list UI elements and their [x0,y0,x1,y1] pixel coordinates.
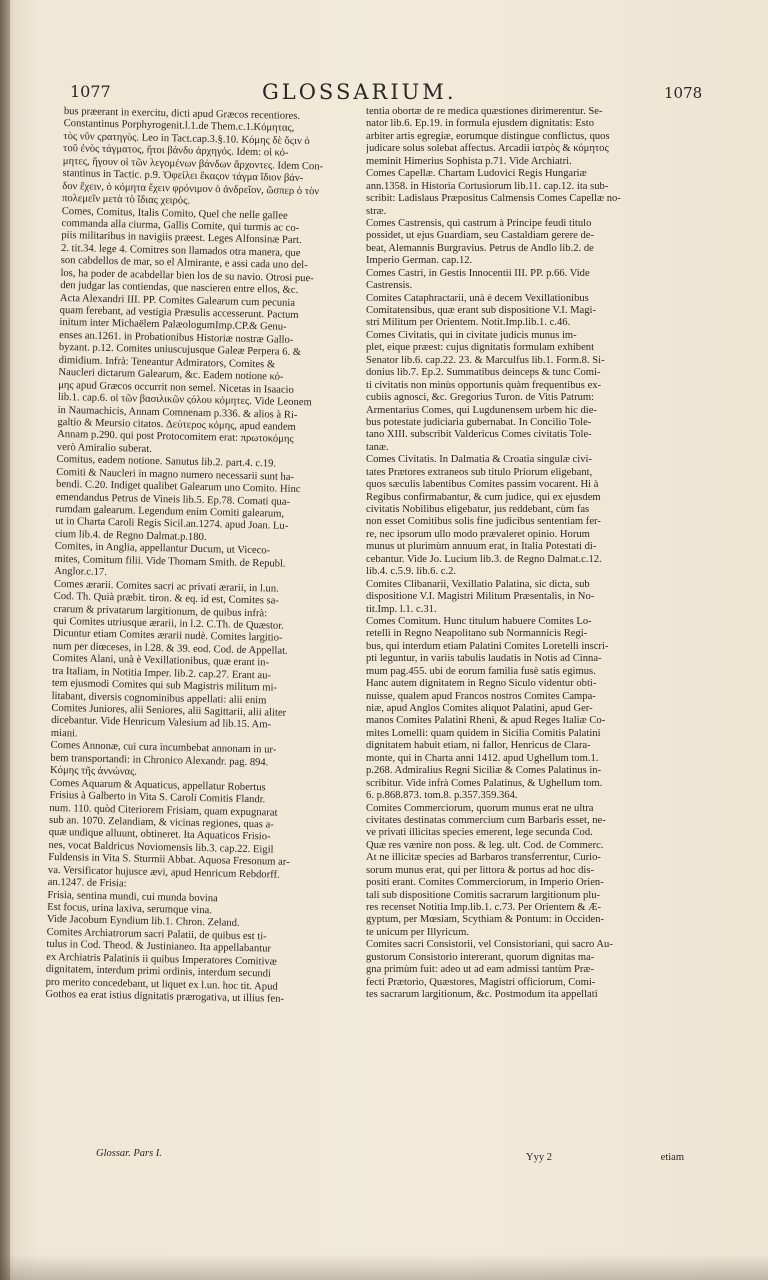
text-line: Comites Archiatrorum sacri Palatii, de quibus est ti- [46,926,267,943]
text-line: mites Lomelli: quam quidem in Sicilia Comitis Palatini [366,727,601,739]
text-line: Comites, in Anglia, appellantur Ducum, ut Viceco- [54,541,271,557]
text-line: cubiis agnosci, &c. Gregorius Turon. de Vitis Patrum: [366,392,595,404]
text-line: mites, Comitum filii. Vide Thomam Smith. de Republ. [54,553,286,570]
text-line: Gothos ea erat istius dignitatis prærogativa, ut illius fen- [45,988,285,1005]
text-line: tano XIII. subscribit Valdericus Comes civitatis Tole- [366,429,592,441]
text-line: pti leguntur, in variis tabulis laudatis in Notis ad Cinna- [366,653,602,665]
text-line: quæ undique alluunt, obtineret. Ita Aquaticos Frisio- [48,827,271,843]
text-line: plet, eique præest: cujus dignitatis formulam exhibent [366,342,595,354]
text-line: emendandus Petrus de Vineis lib.5. Ep.78. Comati qua- [55,491,291,508]
gathering-mark: Yyy 2 [526,1152,552,1163]
text-line: byzant. p.12. Comites uniuscujusque Galeæ Perpera 6. & [58,342,302,359]
text-line: cium lib.4. de Regno Dalmat.p.180. [54,528,207,543]
text-line: galtio & Meursio citatos. Δεύτερος κόμης, apud eandem [57,416,296,433]
text-line: quos sæculis labentibus Comites passim vocarent. Hi à [366,479,599,491]
page-number-right: 1078 [664,84,703,102]
text-line: civitates destinatas commercium cum Barbaris esset, ne- [366,814,606,826]
text-line: Comitus, eadem notione. Sanutus lib.2. part.4. c.19. [56,454,277,470]
text-line: tes sacrarum largitionum, &c. Postmodum ita appellati [366,989,598,1001]
text-line: Comitatensibus, quæ erant sub dispositione V.I. Magi- [366,305,597,316]
text-line: num per diœceses, in l.28. & 39. eod. Cod. de Appellat. [52,640,288,657]
text-line: Comites Juniores, alii Seniores, alii Sagittarii, alii aliter [51,702,287,719]
text-line: enses an.1261. in Probationibus Historiæ nostræ Gallo- [59,329,294,346]
text-line: gna primùm fuit: adeo ut ad eam admissi tantùm Præ- [366,964,595,976]
text-line: Fuldensis in Vita S. Sturmii Abbat. Aquosa Fresonum ar- [48,852,290,869]
text-line: Comites Alani, unà è Vexillationibus, quæ erant in- [52,653,270,669]
book-gutter [0,0,10,1280]
text-line: va. Versificator hujusce ævi, apud Henricum Rebdorff. [47,864,280,881]
text-line: ex Archiatris Palatinis ii quibus Imperatores Comitivæ [46,951,277,968]
text-line: ve privati illicitas species emerent, lege secunda Cod. [366,827,593,839]
text-line: Cod. Th. Quià præbit. tiron. & eq. id est, Comites sa- [53,590,279,607]
catchword: etiam [660,1152,684,1163]
text-line: stantinus in Tactic. p.9. Ὀφείλει ἕκαςον τάγμα ἴδιον βάν- [62,168,304,185]
text-line: nes, vocat Baldricus Noviomensis lib.3. cap.22. Eigil [48,839,274,856]
text-line: in Naumachicis, Annam Comnenam p.336. & alios à Ri- [57,404,298,421]
text-line: an.1247. de Frisia: [47,876,127,890]
text-line: piis militaribus in navigiis præest. Leges Alfonsinæ Part. [61,230,302,247]
text-line: Senator lib.6. cap.22. 23. & Marculfus lib.1. Form.8. Si- [366,354,605,366]
text-line: mum pag.455. ubi de eorum familia fusè satis egimus. [366,665,596,677]
text-line: Armentarius Comes, qui Lugdunensem urbem hic die- [366,404,597,416]
text-line: Imperio German. cap.12. [366,255,473,267]
text-line: Κόμης τῆς ἀννώνας. [49,765,138,778]
text-line: non esset Comitibus solis fine judicibus sententiam fer- [366,516,601,528]
text-line: arbiter artis egregiæ, eorumque distingue conflictus, quos [366,130,610,142]
text-line: 6. p.868.873. tom.8. p.357.359.364. [366,790,518,802]
text-line: lib.4. c.5.9. lib.6. c.2. [366,566,457,578]
text-line: miani. [50,727,78,740]
text-line: 2. tit.34. lege 4. Comitres son llamados otra manera, que [60,242,301,259]
text-line: Comites sacri Consistorii, vel Consistoriani, qui sacro Au- [366,939,613,951]
text-line: Vide Jacobum Eyndium lib.1. Chron. Zeland. [46,914,240,930]
text-line: res recenset Notitia Imp.lib.1. c.73. Per Orientem & Æ- [366,902,602,913]
text-line: tates Prætores extraneos sub titulo Priorum eligebant, [366,466,593,478]
text-line: Constantinus Porphyrogenit.l.1.de Them.c.1.Κόμητας, [63,118,295,135]
text-line: re, nec ipsorum ullo modo prævaleret opinio. Horum [366,528,590,540]
text-line: Comes Castri, in Gestis Innocentii III. PP. p.66. Vide [366,267,590,279]
text-line: nuisse, qualem apud Francos nostros Comites Campa- [366,690,596,702]
text-line: Comes, Comitus, Italis Comito, Quel che nelle gallee [61,205,288,222]
text-line: p.268. Admiralius Regni Siciliæ & Comes Palatinus in- [366,765,602,777]
text-line: dicebantur. Vide Henricum Valesium ad lib.15. Am- [51,715,272,731]
text-line: τὸς νῦν ϛρατηγὺς. Leo in Tact.cap.3.§.10. Κόμης δὲ ὅϛιν ὁ [63,130,310,148]
text-line: Comes Comitum. Hunc titulum habuere Comites Lo- [366,615,592,627]
text-line: Comiti & Naucleri in magno numero necessarii sunt ha- [56,466,295,483]
text-line: qui Comites utriusque ærarii, in l.2. C.Th. de Quæstor. [53,615,284,632]
text-line: bem transportandi: in Chronico Alexandr. pag. 894. [50,752,269,769]
text-line: Comes Annonæ, cui cura incumbebat annonam in ur- [50,740,277,756]
text-line: tra Italiam, in Notitia Imper. lib.2. cap.27. Erant au- [52,665,272,682]
text-line: quam ferebant, ad vestigia Præsulis accesserunt. Pactum [59,304,299,321]
text-line: Dicuntur etiam Comites ærarii nudè. Comites largitio- [52,628,283,645]
text-line: ut in Charta Caroli Regis Sicil.an.1274. apud Joan. Lu- [55,516,289,533]
text-line: gustorum Consistorio intererant, quorum dignitas ma- [366,951,595,963]
text-line: τοῦ ἐνὸς τάγματος, ἤτοι βάνδυ ἀρχηγός. Idem: οἱ κό- [62,143,289,160]
text-line: den judgar las contiendas, que nascieren entre ellos, &c. [60,280,299,297]
text-line: civitatis Nobilibus eligebatur, jus reddebant, cùm fas [366,504,590,515]
text-line: bendi. C.20. Indiget qualibet Galearum uno Comito. Hinc [55,479,301,496]
text-line: bus potestate judiciaria gubernabat. In Concilio Tole- [366,416,592,428]
text-line: crarum & privatarum largitionum, de quibus infrà: [53,603,268,619]
text-line: tit.Imp. l.1. c.31. [366,603,437,615]
text-line: πολεμεῖν μετὰ τὸ ἴδιας χειρός. [61,193,191,207]
text-line: Regibus confirmabantur, & cum judice, qui ex ejusdem [366,491,601,503]
text-line: num. 110. quòd Citeriorem Frisiam, quam expugnarat [49,802,278,819]
text-line: Castrensis. [366,280,413,292]
text-line: Comites Commerciorum, quorum munus erat ne ultra [366,802,594,814]
text-line: tulus in Cod. Theod. & Justinianeo. Ita appellabantur [46,939,272,955]
text-line: Naucleri dictarum Galearum, &c. Eadem notione κό- [58,367,284,383]
text-line: tem ejusmodi Comites qui sub Magistris militum mi- [51,677,278,694]
text-line: scribitur. Vide infrà Comes Palatinus, & Ughellum tom. [366,777,603,789]
text-line: beat, Alemannis Burgravius. Petrus de Andlo lib.2. de [366,242,594,254]
text-line: pro merito concedebant, ut liquet ex l.un. hoc tit. Apud [45,976,278,993]
text-line: Frisius à Galberto in Vita S. Caroli Comitis Flandr. [49,789,266,806]
text-line: possidet, ut ejus Guardiam, seu Castaldiam gerere de- [366,230,594,242]
text-line: rumdam galearum. Legendum enim Comiti galearum, [55,503,285,520]
text-line: Quæ res vænire non poss. & leg. ult. Cod. de Commerc. [366,839,604,851]
text-line: δον ἔχειν, ὁ κόμητα ἔχειν φρόνιμον ὁ ἀνδρεῖον, ὥσπερ ὁ τὸν [62,180,320,197]
text-line: munus ut plurimùm annuum erat, in Italia Potestati di- [366,541,597,553]
text-line: niæ, apud Anglos Comites aliquot Palatini, apud Ger- [366,703,593,714]
left-column [45,106,340,1007]
text-line: sorum munus erat, qui per littora & portus ad hoc dis- [366,864,595,876]
text-line: ann.1358. in Historia Cortusiorum lib.11. cap.12. ita sub- [366,180,609,192]
text-line: Anglor.c.17. [54,566,108,579]
text-line: Frisia, sentina mundi, cui munda bovina [47,889,218,904]
text-line: donius lib.7. Ep.2. Summatibus deinceps & tunc Comi- [366,367,601,379]
text-line: litabant, diversis cognominibus appellati: alii enim [51,690,267,706]
text-line: cebantur. Vide Jo. Lucium lib.3. de Regno Dalmat.c.12. [366,553,602,565]
text-line: At ne illicitæ species ad Barbaros transferrentur, Curio- [366,852,601,864]
text-line: scribit: Ladislaus Præpositus Calmensis Comes Capellæ no- [366,193,621,205]
text-line: Hanc autem dignitatem in Regno Siculo videntur obti- [366,678,597,690]
text-line: nator lib.6. Ep.19. in formula ejusdem dignitatis: Esto [366,118,595,130]
running-title: GLOSSARIUM. [262,80,457,104]
text-line: Comes Aquarum & Aquaticus, appellatur Robertus [49,777,266,793]
text-line: initum inter Michaëlem PalæologumImp.CP.& Genu- [59,317,287,334]
text-line: lib.1. cap.6. οἱ τῶν βασιλικῶν ςόλου κόμητες. Vide Leonem [57,391,312,409]
text-line: Comes Capellæ. Chartam Ludovici Regis Hungariæ [366,168,587,180]
text-line: stræ. [366,205,387,217]
text-line: sub an. 1070. Zelandiam, & vicinas regiones, quas a- [48,814,274,831]
text-line: Comes ærarii. Comites sacri ac privati ærarii, in l.un. [53,578,279,595]
text-line: commanda alla ciurma, Gallis Comite, qui turmis ac co- [61,217,300,234]
text-line: Comites Clibanarii, Vexillatio Palatina, sic dicta, sub [366,578,590,590]
text-line: dimidium. Infrà: Teneantur Admirators, Comites & [58,354,276,371]
text-line: Comites Cataphractarii, unà è decem Vexillationibus [366,292,589,304]
text-line: stri Militum per Orientem. Notit.Imp.lib.1. c.46. [366,317,571,329]
text-line: monte, qui in Charta anni 1412. apud Ughellum tom.1. [366,752,599,764]
text-line: tentia obortæ de re medica quæstiones dirimerentur. Se- [366,106,603,117]
text-line: bus præerant in exercitu, dicti apud Græcos recentiores. [63,106,301,122]
text-line: Acta Alexandri III. PP. Comites Galearum cum pecunia [59,292,296,309]
page-number-left: 1077 [70,82,111,101]
text-line: fecti Prætorio, Quæstores, Magistri officiorum, Comi- [366,976,596,988]
text-line: judicare solus solebat affectus. Arcadii ἰατρὸς & κόμητος [366,143,609,155]
text-line: μητες, ἤγουν οἱ τῶν λεγομένων βάνδων ἄρχοντες. Idem Con- [62,155,324,173]
text-line: los, ha poder de acabdellar bien los de su navio. Otrosi pue- [60,267,314,284]
text-line: retelli in Regno Neapolitano sub Normannicis Regi- [366,628,588,640]
text-line: Comes Civitatis, qui in civitate judicis munus im- [366,329,577,341]
text-line: dignitatem habuit etiam, ni fallor, Henricus de Clara- [366,740,591,752]
text-line: Comes Castrensis, qui castrum à Principe feudi titulo [366,217,592,229]
text-line: Comes Civitatis. In Dalmatia & Croatia singulæ civi- [366,454,592,466]
text-line: dignitatem, interdum primi ordinis, interdum secundi [45,963,272,980]
text-line: tanæ. [366,441,389,453]
text-line: μης apud Græcos occurrit non semel. Nicetas in Isaacio [58,379,294,396]
text-line: son cabdellos de mar, so el Almirante, e assi cada uno del- [60,255,308,272]
text-line: positi erant. Comites Commerciorum, in Imperio Orien- [366,877,604,889]
text-line: verò Amiralio suberat. [56,441,152,455]
text-line: tali sub dispositione Comitis sacrarum largitionum plu- [366,889,601,901]
text-line: Annam p.290. qui post Protocomitem erat: πρωτοκόμης [56,429,294,446]
text-line: te unicum per Illyricum. [366,926,469,938]
text-line: bus, qui interdum etiam Palatini Comites Loretelli inscri- [366,640,609,652]
text-line: dispositione V.I. Magistri Militum Præsentalis, in No- [366,591,595,603]
text-line: meminit Himerius Sophista p.71. Vide Archiatri. [366,155,572,167]
text-line: Est focus, urina laxiva, serumque vina. [47,901,213,917]
text-line: manos Comites Palatini Rheni, & apud Reges Italiæ Co- [366,715,606,727]
right-column [366,106,684,1002]
text-line: gyptum, per Mœsiam, Scythiam & Pontum: in Occiden- [366,914,605,926]
text-line: ti civitatis non minùs opportunis quàm frequentibus ex- [366,379,602,391]
signature-mark: Glossar. Pars I. [96,1148,162,1159]
page-shadow [0,1254,768,1280]
